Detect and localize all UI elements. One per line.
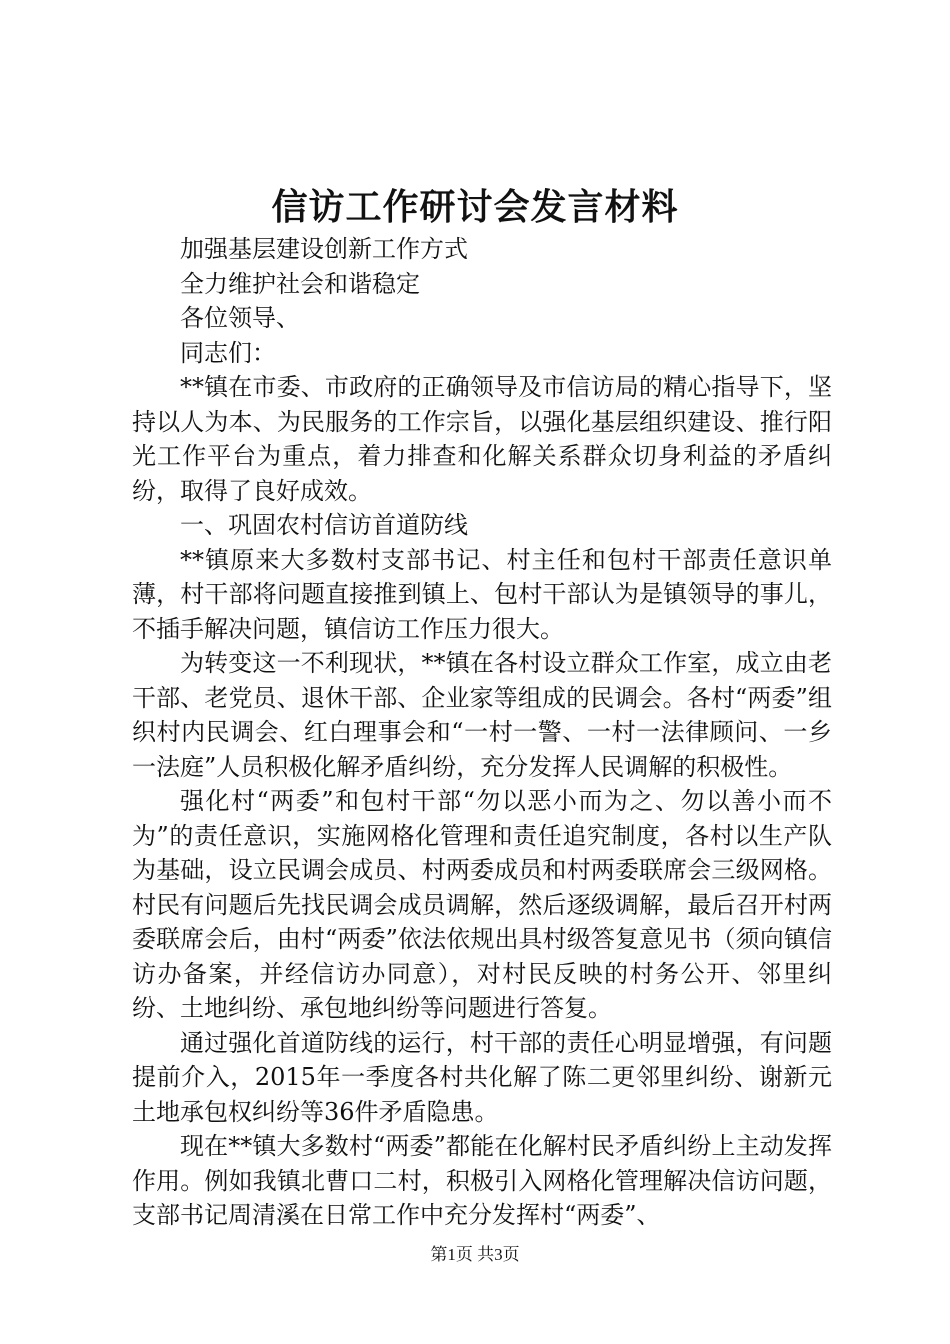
salutation-line-1: 各位领导、 [180,304,300,332]
salutation-line-2: 同志们： [180,338,276,367]
subtitle-line-2: 全力维护社会和谐稳定 [180,269,420,298]
paragraph-intro: **镇在市委、市政府的正确领导及市信访局的精心指导下，坚持以人为本、为民服务的工作宗旨，以强化基层组织建设、推行阳光工作平台为重点，着力排查和化解关系群众切身利益的矛盾纠纷，取得了良好成效。 [132,373,832,505]
paragraph: **镇原来大多数村支部书记、村主任和包村干部责任意识单薄，村干部将问题直接推到镇上、包村干部认为是镇领导的事儿，不插手解决问题，镇信访工作压力很大。 [132,545,832,643]
paragraph: 现在**镇大多数村“两委”都能在化解村民矛盾纠纷上主动发挥作用。例如我镇北曹口二村，积极引入网格化管理解决信访问题，支部书记周清溪在日常工作中充分发挥村“两委”、 [132,1132,832,1229]
subtitle-line-1: 加强基层建设创新工作方式 [180,235,468,263]
paragraph: 为转变这一不利现状，**镇在各村设立群众工作室，成立由老干部、老党员、退休干部、企业家等组成的民调会。各村“两委”组织村内民调会、红白理事会和“一村一警、一村一法律顾问、一乡一法庭”人员积极化解矛盾纠纷，充分发挥人民调解的积极性。 [132,649,832,781]
document-title: 信访工作研讨会发言材料 [271,186,679,228]
page-number-footer: 第1页 共3页 [430,1245,520,1264]
section-heading-1: 一、巩固农村信访首道防线 [180,511,468,539]
paragraph: 通过强化首道防线的运行，村干部的责任心明显增强，有问题提前介入，2015年一季度各村共化解了陈二更邻里纠纷、谢新元土地承包权纠纷等36件矛盾隐患。 [132,1028,832,1126]
paragraph: 强化村“两委”和包村干部“勿以恶小而为之、勿以善小而不为”的责任意识，实施网格化管理和责任追究制度，各村以生产队为基础，设立民调会成员、村两委成员和村两委联席会三级网格。村民有问题后先找民调会成员调解，然后逐级调解，最后召开村两委联席会后，由村“两委”依法依规出具村级答复意见书（须向镇信访办备案，并经信访办同意），对村民反映的村务公开、邻里纠纷、土地纠纷、承包地纠纷等问题进行答复。 [132,787,832,1022]
document-body [132,232,832,1233]
